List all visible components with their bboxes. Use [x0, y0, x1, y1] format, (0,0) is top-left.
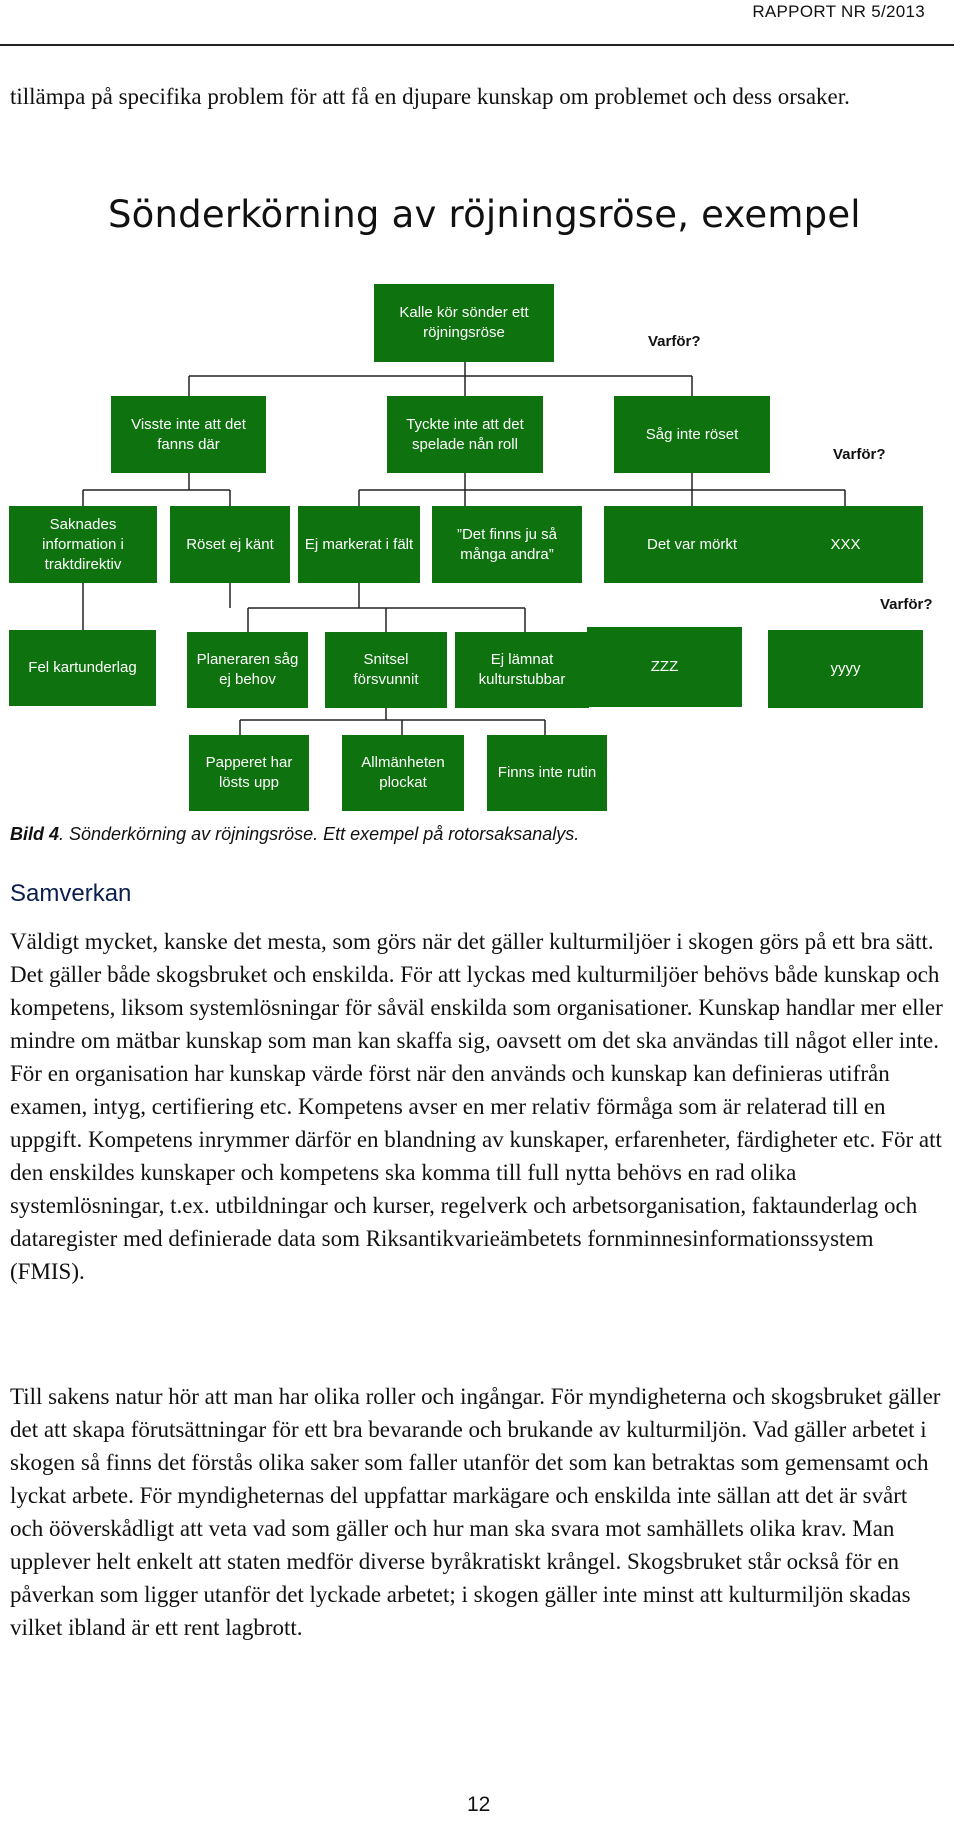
diagram-box: Allmänheten plockat: [342, 735, 464, 811]
diagram-box: Visste inte att det fanns där: [111, 396, 266, 473]
diagram-box: Tyckte inte att det spelade nån roll: [387, 396, 543, 473]
diagram-box: Planeraren såg ej behov: [187, 632, 308, 708]
diagram-box: Ej markerat i fält: [298, 506, 420, 583]
body-paragraph: Till sakens natur hör att man har olika roller och ingångar. För myndigheterna och skogsbruket gäller det att skapa förutsättningar för ett bra bevarande och brukande av kulturmiljön. Vad gäller arbetet i skogen så finns det förstås olika saker som faller utanför det som kan betraktas som gemensamt och lyckat arbete. För myndigheternas del uppfattar markägare och enskilda inte sällan att det är svårt och ööverskådligt att veta vad som gäller och hur man ska svara mot samhällets olika krav. Man upplever helt enkelt att staten medför diverse byråkratiskt krångel. Skogsbruket står också för en påverkan som ligger utanför det lyckade arbetet; i skogen gäller inte minst att kulturmiljön skadas vilket ibland är ett rent lagbrott.: [10, 1384, 941, 1640]
why-label: Varför?: [648, 333, 701, 350]
diagram-box: Saknades information i traktdirektiv: [9, 506, 157, 583]
diagram-box: Finns inte rutin: [487, 735, 607, 811]
diagram-box: Det var mörkt: [604, 506, 780, 583]
diagram-box: XXX: [768, 506, 923, 583]
diagram-box: Papperet har lösts upp: [189, 735, 309, 811]
body-paragraph: Väldigt mycket, kanske det mesta, som görs när det gäller kulturmiljöer i skogen görs på ett bra sätt. Det gäller både skogsbruket och enskilda. För att lyckas med kulturmiljöer behövs både kunskap och kompetens, liksom systemlösningar för såväl enskilda som organisationer. Kunskap handlar mer eller mindre om mätbar kunskap som man kan skaffa sig, oavsett om det ska användas till något eller inte. För en organisation har kunskap värde först när den används och kunskap kan definieras utifrån examen, intyg, certifiering etc. Kompetens avser en mer relativ förmåga som är relaterad till en uppgift. Kompetens inrymmer därför en blandning av kunskaper, erfarenheter, färdigheter etc. För att den enskildes kunskaper och kompetens ska komma till full nytta behövs en rad olika systemlösningar, t.ex. utbildningar och kurser, regelverk och arbetsorganisation, faktaunderlag och dataregister med definierade data som Riksantikvarieämbetets fornminnesinformationssystem (FMIS).: [10, 929, 943, 1284]
diagram-box: Kalle kör sönder ett röjningsröse: [374, 284, 554, 362]
diagram-box: Ej lämnat kulturstubbar: [455, 632, 589, 708]
why-label: Varför?: [880, 596, 933, 613]
diagram-box: yyyy: [768, 630, 923, 708]
section-heading: Samverkan: [10, 880, 132, 907]
diagram-box: Såg inte röset: [614, 396, 770, 473]
why-label: Varför?: [833, 446, 886, 463]
intro-paragraph: tillämpa på specifika problem för att få en djupare kunskap om problemet och dess orsaker.: [10, 84, 850, 109]
diagram-box: Fel kartunderlag: [9, 630, 156, 706]
report-header: RAPPORT NR 5/2013: [752, 2, 925, 21]
diagram-box: Röset ej känt: [170, 506, 290, 583]
diagram-box: Snitsel försvunnit: [325, 632, 447, 708]
figure-caption-text: . Sönderkörning av röjningsröse. Ett exempel på rotorsaksanalys.: [59, 824, 580, 844]
page-number: 12: [467, 1793, 491, 1816]
figure-label: Bild 4: [10, 824, 60, 844]
diagram-title: Sönderkörning av röjningsröse, exempel: [108, 193, 861, 236]
diagram-box: ”Det finns ju så många andra”: [432, 506, 582, 583]
figure-caption: [10, 824, 579, 845]
diagram-box: ZZZ: [587, 627, 742, 707]
